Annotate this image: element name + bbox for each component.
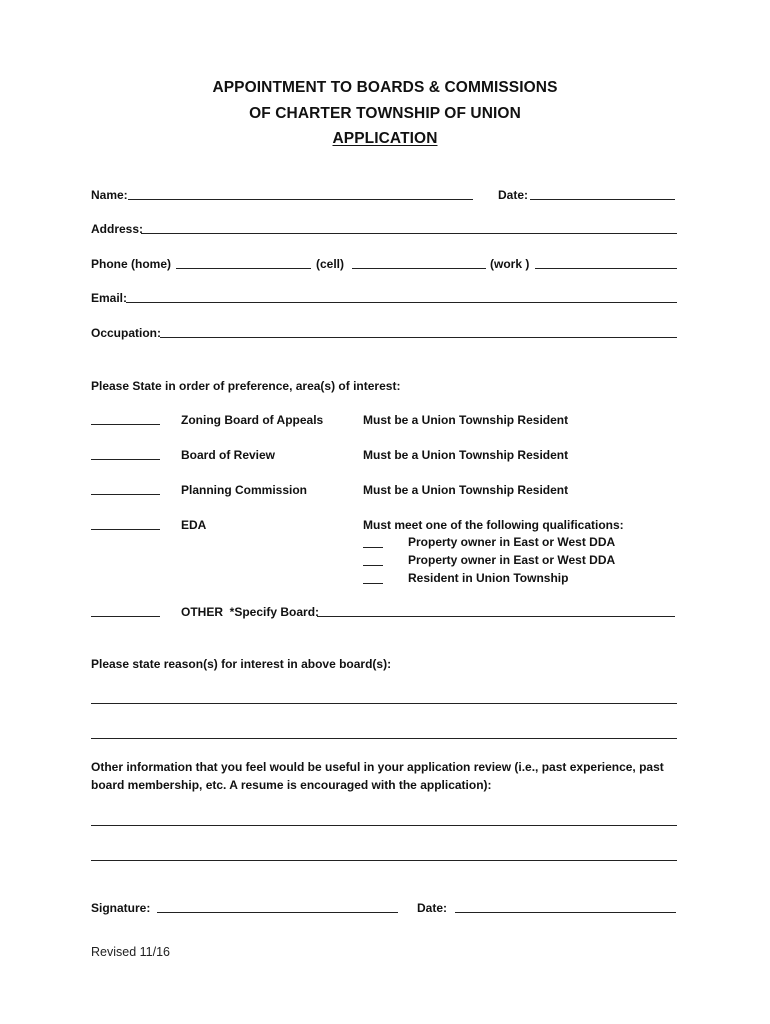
date-label: Date: (498, 188, 529, 202)
revision-note: Revised 11/16 (91, 945, 170, 959)
board-name: Zoning Board of Appeals (181, 413, 324, 427)
board-requirement: Must meet one of the following qualifications: (363, 518, 624, 532)
other-board-label: OTHER *Specify Board: (181, 605, 320, 619)
address-label: Address: (91, 222, 144, 236)
preference-rank-field[interactable] (91, 494, 160, 495)
form-title-line-2: OF CHARTER TOWNSHIP OF UNION (249, 105, 521, 122)
eda-qualification-checkbox[interactable] (363, 565, 383, 566)
board-requirement: Must be a Union Township Resident (363, 448, 569, 462)
phone-work-field[interactable] (535, 268, 677, 269)
name-field[interactable] (128, 199, 473, 200)
eda-qualification-checkbox[interactable] (363, 583, 383, 584)
other-info-field-line[interactable] (91, 860, 677, 861)
preference-rank-field[interactable] (91, 616, 160, 617)
occupation-field[interactable] (160, 337, 677, 338)
date-field[interactable] (530, 199, 675, 200)
form-title-line-1: APPOINTMENT TO BOARDS & COMMISSIONS (212, 79, 558, 96)
signature-label: Signature: (91, 901, 151, 915)
phone-work-label: (work ) (490, 257, 530, 271)
board-requirement: Must be a Union Township Resident (363, 413, 569, 427)
board-requirement: Must be a Union Township Resident (363, 483, 569, 497)
phone-cell-label: (cell) (316, 257, 345, 271)
email-field[interactable] (126, 302, 677, 303)
name-label: Name: (91, 188, 128, 202)
interests-prompt: Please State in order of preference, area(s) of interest: (91, 379, 401, 393)
eda-qualification-option: Property owner in East or West DDA (408, 535, 616, 549)
reason-prompt: Please state reason(s) for interest in above board(s): (91, 657, 392, 671)
other-info-prompt-line-1: Other information that you feel would be useful in your application review (i.e., past experience, past (91, 760, 664, 774)
preference-rank-field[interactable] (91, 459, 160, 460)
board-name: EDA (181, 518, 207, 532)
phone-home-field[interactable] (176, 268, 311, 269)
email-label: Email: (91, 291, 128, 305)
other-info-field-line[interactable] (91, 825, 677, 826)
other-board-field[interactable] (317, 616, 675, 617)
eda-qualification-option: Resident in Union Township (408, 571, 569, 585)
preference-rank-field[interactable] (91, 529, 160, 530)
other-info-prompt-line-2: board membership, etc. A resume is encouraged with the application): (91, 778, 492, 792)
signature-date-field[interactable] (455, 912, 676, 913)
address-field[interactable] (141, 233, 677, 234)
signature-date-label: Date: (417, 901, 448, 915)
reason-field-line[interactable] (91, 738, 677, 739)
preference-rank-field[interactable] (91, 424, 160, 425)
form-title-line-3: APPLICATION (332, 130, 438, 147)
phone-home-label: Phone (home) (91, 257, 171, 271)
occupation-label: Occupation: (91, 326, 162, 340)
eda-qualification-checkbox[interactable] (363, 547, 383, 548)
phone-cell-field[interactable] (352, 268, 486, 269)
signature-field[interactable] (157, 912, 398, 913)
eda-qualification-option: Property owner in East or West DDA (408, 553, 616, 567)
reason-field-line[interactable] (91, 703, 677, 704)
board-name: Board of Review (181, 448, 276, 462)
board-name: Planning Commission (181, 483, 308, 497)
